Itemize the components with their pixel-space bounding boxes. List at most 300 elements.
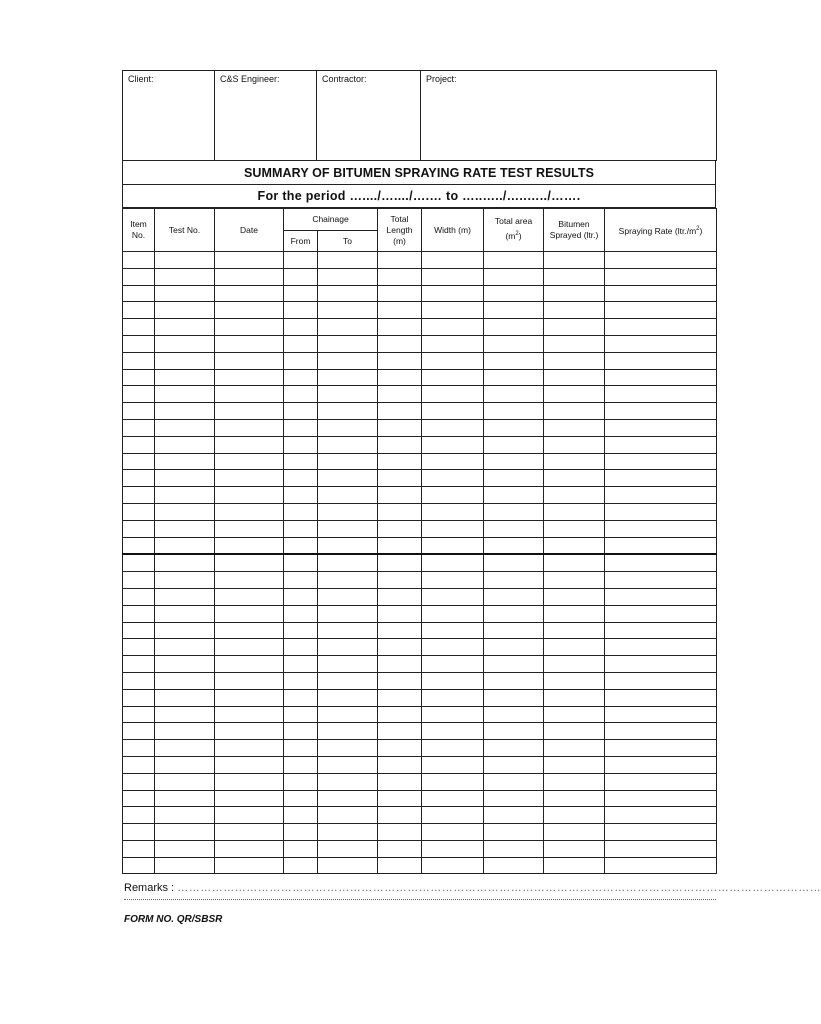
table-cell[interactable]	[422, 537, 484, 554]
table-cell[interactable]	[378, 386, 422, 403]
table-cell[interactable]	[484, 268, 544, 285]
table-cell[interactable]	[155, 773, 215, 790]
table-cell[interactable]	[318, 470, 378, 487]
table-cell[interactable]	[215, 252, 284, 269]
table-cell[interactable]	[378, 840, 422, 857]
table-cell[interactable]	[155, 572, 215, 589]
table-cell[interactable]	[123, 672, 155, 689]
table-cell[interactable]	[123, 740, 155, 757]
table-cell[interactable]	[378, 520, 422, 537]
table-cell[interactable]	[378, 723, 422, 740]
table-cell[interactable]	[318, 537, 378, 554]
table-cell[interactable]	[484, 605, 544, 622]
table-cell[interactable]	[605, 689, 717, 706]
table-cell[interactable]	[155, 503, 215, 520]
table-cell[interactable]	[544, 352, 605, 369]
table-cell[interactable]	[155, 252, 215, 269]
table-cell[interactable]	[123, 268, 155, 285]
table-cell[interactable]	[155, 520, 215, 537]
table-cell[interactable]	[422, 740, 484, 757]
table-cell[interactable]	[318, 857, 378, 874]
table-cell[interactable]	[378, 419, 422, 436]
table-cell[interactable]	[422, 840, 484, 857]
table-cell[interactable]	[422, 487, 484, 504]
table-cell[interactable]	[123, 639, 155, 656]
table-cell[interactable]	[484, 672, 544, 689]
table-cell[interactable]	[605, 656, 717, 673]
table-cell[interactable]	[484, 857, 544, 874]
table-cell[interactable]	[155, 672, 215, 689]
table-cell[interactable]	[155, 403, 215, 420]
table-cell[interactable]	[378, 740, 422, 757]
table-cell[interactable]	[155, 790, 215, 807]
table-cell[interactable]	[605, 335, 717, 352]
table-cell[interactable]	[544, 773, 605, 790]
table-cell[interactable]	[484, 487, 544, 504]
table-cell[interactable]	[484, 503, 544, 520]
table-cell[interactable]	[284, 453, 318, 470]
table-cell[interactable]	[155, 588, 215, 605]
table-cell[interactable]	[544, 369, 605, 386]
table-cell[interactable]	[484, 790, 544, 807]
remarks-continuation-line[interactable]	[124, 899, 716, 900]
table-cell[interactable]	[605, 723, 717, 740]
table-cell[interactable]	[215, 689, 284, 706]
table-cell[interactable]	[155, 706, 215, 723]
table-cell[interactable]	[422, 470, 484, 487]
table-cell[interactable]	[215, 268, 284, 285]
table-cell[interactable]	[215, 656, 284, 673]
table-cell[interactable]	[284, 487, 318, 504]
table-cell[interactable]	[123, 369, 155, 386]
engineer-field[interactable]	[215, 71, 317, 161]
table-cell[interactable]	[422, 285, 484, 302]
table-cell[interactable]	[155, 302, 215, 319]
table-cell[interactable]	[544, 723, 605, 740]
table-cell[interactable]	[422, 824, 484, 841]
table-cell[interactable]	[155, 554, 215, 571]
table-cell[interactable]	[123, 723, 155, 740]
table-cell[interactable]	[484, 622, 544, 639]
table-cell[interactable]	[422, 689, 484, 706]
table-cell[interactable]	[605, 419, 717, 436]
table-cell[interactable]	[422, 453, 484, 470]
table-cell[interactable]	[215, 520, 284, 537]
table-cell[interactable]	[544, 572, 605, 589]
table-cell[interactable]	[284, 740, 318, 757]
table-cell[interactable]	[605, 605, 717, 622]
table-cell[interactable]	[544, 639, 605, 656]
table-cell[interactable]	[422, 588, 484, 605]
table-cell[interactable]	[318, 319, 378, 336]
table-cell[interactable]	[215, 470, 284, 487]
table-cell[interactable]	[284, 419, 318, 436]
table-cell[interactable]	[544, 689, 605, 706]
table-cell[interactable]	[605, 403, 717, 420]
table-cell[interactable]	[284, 302, 318, 319]
table-cell[interactable]	[544, 285, 605, 302]
table-cell[interactable]	[484, 756, 544, 773]
table-cell[interactable]	[284, 756, 318, 773]
table-cell[interactable]	[284, 588, 318, 605]
table-cell[interactable]	[378, 824, 422, 841]
table-cell[interactable]	[605, 386, 717, 403]
table-cell[interactable]	[605, 453, 717, 470]
table-cell[interactable]	[155, 622, 215, 639]
table-cell[interactable]	[318, 790, 378, 807]
table-cell[interactable]	[123, 302, 155, 319]
table-cell[interactable]	[605, 302, 717, 319]
table-cell[interactable]	[123, 790, 155, 807]
table-cell[interactable]	[155, 335, 215, 352]
table-cell[interactable]	[284, 572, 318, 589]
table-cell[interactable]	[215, 302, 284, 319]
table-cell[interactable]	[605, 537, 717, 554]
table-cell[interactable]	[378, 537, 422, 554]
table-cell[interactable]	[284, 706, 318, 723]
table-cell[interactable]	[484, 639, 544, 656]
table-cell[interactable]	[422, 252, 484, 269]
table-cell[interactable]	[605, 840, 717, 857]
table-cell[interactable]	[318, 706, 378, 723]
table-cell[interactable]	[155, 756, 215, 773]
table-cell[interactable]	[318, 840, 378, 857]
table-cell[interactable]	[422, 386, 484, 403]
table-cell[interactable]	[544, 302, 605, 319]
table-cell[interactable]	[284, 857, 318, 874]
table-cell[interactable]	[544, 706, 605, 723]
table-cell[interactable]	[155, 436, 215, 453]
table-cell[interactable]	[318, 588, 378, 605]
table-cell[interactable]	[284, 285, 318, 302]
table-cell[interactable]	[123, 554, 155, 571]
table-cell[interactable]	[605, 706, 717, 723]
table-cell[interactable]	[284, 824, 318, 841]
table-cell[interactable]	[544, 622, 605, 639]
table-cell[interactable]	[215, 756, 284, 773]
table-cell[interactable]	[318, 572, 378, 589]
table-cell[interactable]	[605, 756, 717, 773]
table-cell[interactable]	[318, 773, 378, 790]
table-cell[interactable]	[318, 503, 378, 520]
table-cell[interactable]	[378, 319, 422, 336]
table-cell[interactable]	[284, 436, 318, 453]
table-cell[interactable]	[544, 588, 605, 605]
table-cell[interactable]	[215, 352, 284, 369]
table-cell[interactable]	[484, 436, 544, 453]
table-cell[interactable]	[215, 605, 284, 622]
table-cell[interactable]	[284, 622, 318, 639]
table-cell[interactable]	[484, 554, 544, 571]
table-cell[interactable]	[215, 572, 284, 589]
table-cell[interactable]	[155, 268, 215, 285]
table-cell[interactable]	[422, 572, 484, 589]
table-cell[interactable]	[215, 419, 284, 436]
table-cell[interactable]	[484, 520, 544, 537]
table-cell[interactable]	[284, 840, 318, 857]
table-cell[interactable]	[155, 740, 215, 757]
table-cell[interactable]	[284, 503, 318, 520]
table-cell[interactable]	[484, 335, 544, 352]
table-cell[interactable]	[155, 656, 215, 673]
table-cell[interactable]	[544, 470, 605, 487]
table-cell[interactable]	[123, 520, 155, 537]
table-cell[interactable]	[215, 335, 284, 352]
table-cell[interactable]	[544, 656, 605, 673]
table-cell[interactable]	[318, 285, 378, 302]
table-cell[interactable]	[422, 756, 484, 773]
table-cell[interactable]	[422, 723, 484, 740]
table-cell[interactable]	[484, 369, 544, 386]
table-cell[interactable]	[422, 807, 484, 824]
table-cell[interactable]	[215, 285, 284, 302]
table-cell[interactable]	[422, 503, 484, 520]
table-cell[interactable]	[284, 605, 318, 622]
table-cell[interactable]	[318, 672, 378, 689]
table-cell[interactable]	[318, 487, 378, 504]
table-cell[interactable]	[605, 790, 717, 807]
table-cell[interactable]	[318, 369, 378, 386]
table-cell[interactable]	[484, 773, 544, 790]
table-cell[interactable]	[484, 386, 544, 403]
table-cell[interactable]	[284, 656, 318, 673]
table-cell[interactable]	[378, 369, 422, 386]
table-cell[interactable]	[123, 352, 155, 369]
table-cell[interactable]	[544, 386, 605, 403]
table-cell[interactable]	[484, 656, 544, 673]
table-cell[interactable]	[544, 319, 605, 336]
table-cell[interactable]	[484, 302, 544, 319]
table-cell[interactable]	[155, 352, 215, 369]
table-cell[interactable]	[284, 807, 318, 824]
table-cell[interactable]	[215, 453, 284, 470]
table-cell[interactable]	[605, 824, 717, 841]
table-cell[interactable]	[155, 419, 215, 436]
table-cell[interactable]	[605, 622, 717, 639]
table-cell[interactable]	[422, 773, 484, 790]
table-cell[interactable]	[484, 689, 544, 706]
table-cell[interactable]	[484, 419, 544, 436]
table-cell[interactable]	[123, 572, 155, 589]
table-cell[interactable]	[318, 352, 378, 369]
table-cell[interactable]	[605, 369, 717, 386]
table-cell[interactable]	[155, 807, 215, 824]
table-cell[interactable]	[318, 622, 378, 639]
table-cell[interactable]	[422, 706, 484, 723]
table-cell[interactable]	[544, 857, 605, 874]
table-cell[interactable]	[422, 436, 484, 453]
table-cell[interactable]	[484, 252, 544, 269]
table-cell[interactable]	[284, 790, 318, 807]
table-cell[interactable]	[605, 252, 717, 269]
table-cell[interactable]	[605, 319, 717, 336]
table-cell[interactable]	[215, 588, 284, 605]
table-cell[interactable]	[605, 470, 717, 487]
table-cell[interactable]	[318, 520, 378, 537]
table-cell[interactable]	[378, 572, 422, 589]
table-cell[interactable]	[544, 419, 605, 436]
table-cell[interactable]	[123, 252, 155, 269]
table-cell[interactable]	[155, 689, 215, 706]
table-cell[interactable]	[123, 419, 155, 436]
table-cell[interactable]	[378, 302, 422, 319]
table-cell[interactable]	[378, 352, 422, 369]
table-cell[interactable]	[284, 403, 318, 420]
table-cell[interactable]	[215, 436, 284, 453]
table-cell[interactable]	[484, 588, 544, 605]
table-cell[interactable]	[123, 840, 155, 857]
table-cell[interactable]	[123, 689, 155, 706]
table-cell[interactable]	[422, 352, 484, 369]
table-cell[interactable]	[123, 706, 155, 723]
table-cell[interactable]	[605, 740, 717, 757]
table-cell[interactable]	[215, 790, 284, 807]
table-cell[interactable]	[123, 470, 155, 487]
table-cell[interactable]	[422, 369, 484, 386]
table-cell[interactable]	[284, 723, 318, 740]
table-cell[interactable]	[544, 840, 605, 857]
table-cell[interactable]	[422, 419, 484, 436]
table-cell[interactable]	[484, 840, 544, 857]
table-cell[interactable]	[284, 689, 318, 706]
table-cell[interactable]	[215, 824, 284, 841]
table-cell[interactable]	[284, 369, 318, 386]
table-cell[interactable]	[378, 756, 422, 773]
table-cell[interactable]	[123, 622, 155, 639]
table-cell[interactable]	[155, 319, 215, 336]
table-cell[interactable]	[378, 857, 422, 874]
table-cell[interactable]	[155, 487, 215, 504]
table-cell[interactable]	[284, 470, 318, 487]
table-cell[interactable]	[422, 857, 484, 874]
table-cell[interactable]	[123, 503, 155, 520]
project-field[interactable]	[421, 71, 717, 161]
table-cell[interactable]	[318, 403, 378, 420]
table-cell[interactable]	[422, 790, 484, 807]
table-cell[interactable]	[605, 285, 717, 302]
table-cell[interactable]	[155, 723, 215, 740]
table-cell[interactable]	[155, 386, 215, 403]
table-cell[interactable]	[544, 453, 605, 470]
table-cell[interactable]	[605, 857, 717, 874]
table-cell[interactable]	[544, 487, 605, 504]
table-cell[interactable]	[484, 740, 544, 757]
table-cell[interactable]	[155, 470, 215, 487]
table-cell[interactable]	[215, 840, 284, 857]
table-cell[interactable]	[284, 554, 318, 571]
table-cell[interactable]	[155, 369, 215, 386]
table-cell[interactable]	[422, 639, 484, 656]
table-cell[interactable]	[215, 857, 284, 874]
table-cell[interactable]	[284, 252, 318, 269]
table-cell[interactable]	[422, 335, 484, 352]
table-cell[interactable]	[544, 790, 605, 807]
table-cell[interactable]	[215, 503, 284, 520]
table-cell[interactable]	[605, 352, 717, 369]
table-cell[interactable]	[378, 622, 422, 639]
table-cell[interactable]	[484, 706, 544, 723]
table-cell[interactable]	[318, 807, 378, 824]
table-cell[interactable]	[215, 807, 284, 824]
table-cell[interactable]	[422, 268, 484, 285]
table-cell[interactable]	[378, 285, 422, 302]
table-cell[interactable]	[484, 470, 544, 487]
table-cell[interactable]	[284, 268, 318, 285]
table-cell[interactable]	[155, 537, 215, 554]
table-cell[interactable]	[484, 824, 544, 841]
table-cell[interactable]	[378, 403, 422, 420]
table-cell[interactable]	[378, 503, 422, 520]
table-cell[interactable]	[215, 487, 284, 504]
table-cell[interactable]	[215, 672, 284, 689]
table-cell[interactable]	[123, 386, 155, 403]
table-cell[interactable]	[605, 487, 717, 504]
table-cell[interactable]	[284, 520, 318, 537]
table-cell[interactable]	[378, 588, 422, 605]
table-cell[interactable]	[215, 723, 284, 740]
table-cell[interactable]	[378, 672, 422, 689]
table-cell[interactable]	[544, 335, 605, 352]
table-cell[interactable]	[544, 605, 605, 622]
table-cell[interactable]	[544, 807, 605, 824]
table-cell[interactable]	[123, 487, 155, 504]
table-cell[interactable]	[284, 773, 318, 790]
table-cell[interactable]	[123, 403, 155, 420]
table-cell[interactable]	[215, 639, 284, 656]
table-cell[interactable]	[318, 419, 378, 436]
table-cell[interactable]	[378, 554, 422, 571]
table-cell[interactable]	[484, 453, 544, 470]
table-cell[interactable]	[123, 857, 155, 874]
table-cell[interactable]	[544, 268, 605, 285]
table-cell[interactable]	[123, 773, 155, 790]
table-cell[interactable]	[544, 740, 605, 757]
table-cell[interactable]	[378, 268, 422, 285]
table-cell[interactable]	[318, 656, 378, 673]
table-cell[interactable]	[484, 352, 544, 369]
table-cell[interactable]	[378, 656, 422, 673]
table-cell[interactable]	[378, 335, 422, 352]
table-cell[interactable]	[123, 588, 155, 605]
table-cell[interactable]	[155, 857, 215, 874]
table-cell[interactable]	[215, 537, 284, 554]
table-cell[interactable]	[123, 335, 155, 352]
remarks-line[interactable]	[124, 882, 821, 894]
table-cell[interactable]	[422, 302, 484, 319]
table-cell[interactable]	[123, 436, 155, 453]
table-cell[interactable]	[155, 285, 215, 302]
table-cell[interactable]	[484, 319, 544, 336]
table-cell[interactable]	[544, 252, 605, 269]
table-cell[interactable]	[123, 605, 155, 622]
table-cell[interactable]	[284, 386, 318, 403]
table-cell[interactable]	[155, 605, 215, 622]
table-cell[interactable]	[422, 656, 484, 673]
table-cell[interactable]	[605, 268, 717, 285]
table-cell[interactable]	[318, 756, 378, 773]
table-cell[interactable]	[544, 520, 605, 537]
table-cell[interactable]	[215, 319, 284, 336]
table-cell[interactable]	[155, 453, 215, 470]
table-cell[interactable]	[284, 335, 318, 352]
table-cell[interactable]	[378, 436, 422, 453]
table-cell[interactable]	[215, 773, 284, 790]
table-cell[interactable]	[318, 723, 378, 740]
table-cell[interactable]	[215, 706, 284, 723]
table-cell[interactable]	[284, 319, 318, 336]
table-cell[interactable]	[484, 572, 544, 589]
table-cell[interactable]	[422, 520, 484, 537]
